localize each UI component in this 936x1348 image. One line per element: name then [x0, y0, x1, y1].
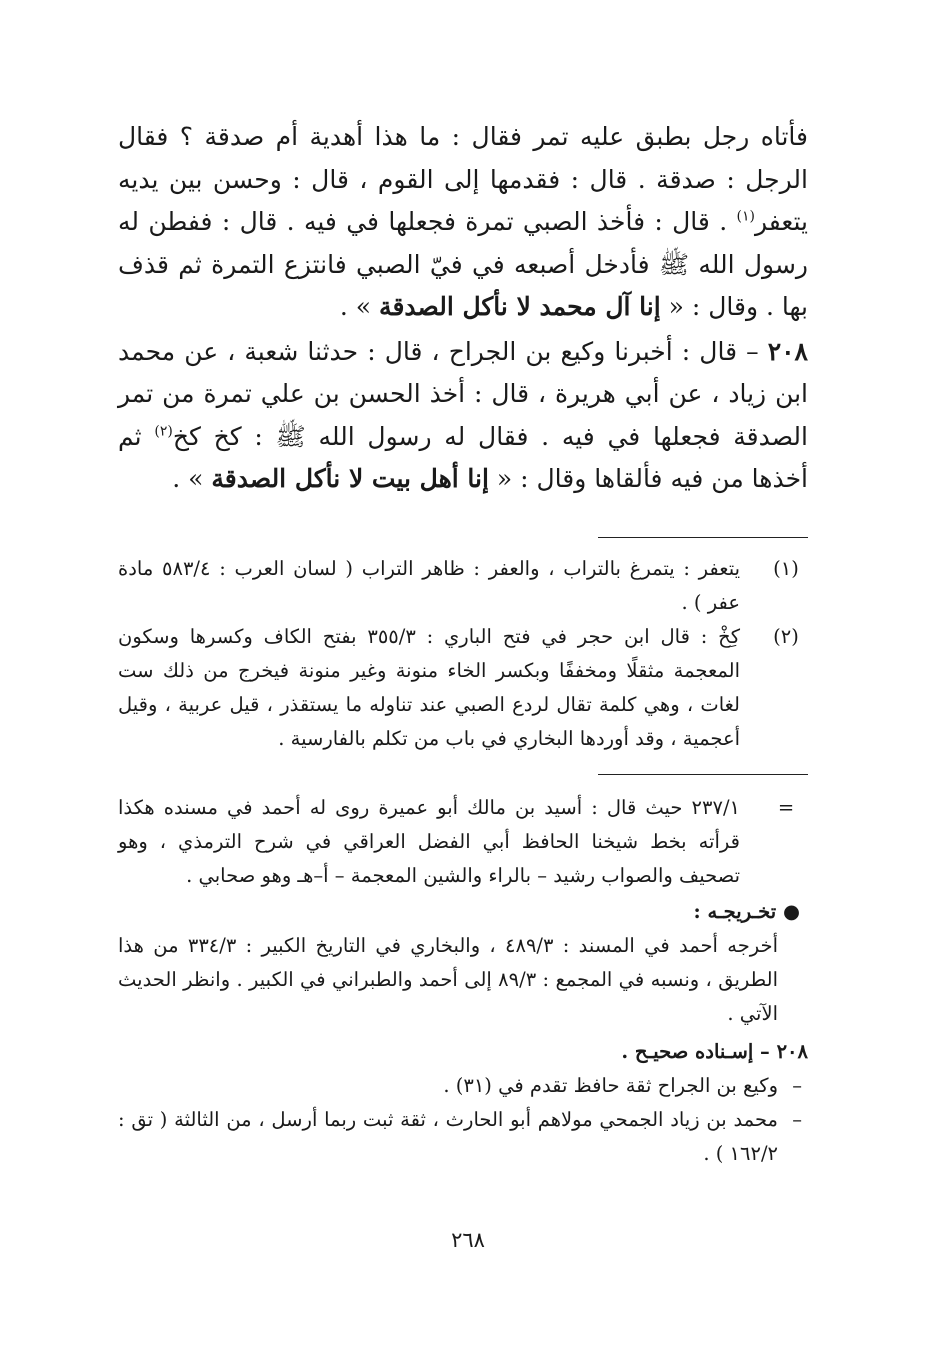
dash-marker: – [792, 1107, 802, 1131]
narrator-text: محمد بن زياد الجمحي مولاهم أبو الحارث ، ثقة ثبت ربما أرسل ، من الثالثة ( تق : ١٦٢/٢ ) . [118, 1107, 778, 1165]
takhrij-text: أخرجه أحمد في المسند : ٤٨٩/٣ ، والبخاري في التاريخ الكبير : ٣٣٤/٣ من هذا الطريق ، ونسبه في المجمع : ٨٩/٣ إلى أحمد والطبراني في الكبير . وانظر الحديث الآتي . [118, 933, 779, 1025]
page-body [118, 116, 808, 1171]
text-run: » . [172, 464, 212, 493]
hadith-paragraph-208 [118, 331, 808, 501]
footnote-divider [598, 537, 808, 538]
narrator-item [118, 1103, 808, 1171]
hadith-number: ٢٠٨ [767, 336, 808, 366]
text-run: فأتاه رجل بطبق عليه تمر فقال : ما هذا أهدية أم صدقة ؟ فقال الرجل : صدقة . قال : فقدمها إلى القوم ، قال : وحسن بين يديه يتعفر [118, 122, 808, 236]
prophetic-saying: إنا آل محمد لا نأكل الصدقة [379, 292, 661, 321]
footnote-1 [118, 552, 808, 620]
text-run: – قال : أخبرنا وكيع بن الجراح ، قال : حدثنا شعبة ، عن محمد ابن زياد ، عن أبي هريرة ، قال : أخذ الحسن بن علي تمرة من تمر الصدقة فجعلها في فيه . فقال له رسول الله ﷺ : كخ كخ [118, 336, 808, 451]
text-run: ثم أخذها من فيه فألقاها وقال : « [118, 421, 808, 493]
continuation-text: ٢٣٧/١ حيث قال : أسيد بن مالك أبو عميرة روى له أحمد في مسنده هكذا قرأته بخط شيخنا الحافظ أبي الفضل العراقي في شرح الترمذي ، وهو تصحيف والصواب رشيد – بالراء والشين المعجمة – أ–هـ وهو صحابي . [118, 795, 740, 887]
footnote-2 [118, 620, 808, 756]
commentary-divider [598, 774, 808, 775]
continuation-marker: = [777, 795, 795, 819]
footnote-ref-1: (١) [736, 208, 755, 225]
prophetic-saying: إنا أهل بيت لا نأكل الصدقة [211, 464, 489, 493]
footnotes [118, 552, 808, 756]
hadith-paragraph-207-end [118, 116, 808, 329]
takhrij-heading: ● تخـريجـه : [693, 899, 800, 923]
narrator-text: وكيع بن الجراح ثقة حافظ تقدم في (٣١) . [443, 1073, 778, 1097]
commentary [118, 791, 808, 1171]
dash-marker: – [792, 1073, 802, 1097]
footnote-text: يتعفر : يتمرغ بالتراب ، والعفر : ظاهر التراب ( لسان العرب : ٥٨٣/٤ مادة عفر ) . [118, 556, 740, 614]
page-number: ٢٦٨ [451, 1228, 485, 1252]
text-run: » . [339, 292, 380, 321]
footnote-text: كِخْ : قال ابن حجر في فتح الباري : ٣٥٥/٣ بفتح الكاف وكسرها وسكون المعجمة مثقلًا ومخففًا وبكسر الخاء منونة وغير منونة فيخرج من ذلك ست لغات ، وهي كلمة تقال لردع الصبي عند تناوله ما يستقذر ، قيل عربية ، وقيل أعجمية ، وقد أوردها البخاري في باب من تكلم بالفارسية . [118, 624, 740, 750]
narrator-item [118, 1069, 808, 1103]
isnad-heading: ٢٠٨ – إسـناده صحيـح . [621, 1039, 808, 1063]
footnote-marker: (٢) [773, 624, 799, 648]
commentary-continuation [118, 791, 808, 893]
main-text [118, 116, 808, 501]
footnote-ref-2: (٢) [154, 423, 173, 440]
text-run: . قال : فأخذ الصبي تمرة فجعلها في فيه . قال : ففطن له رسول الله ﷺ فأدخل أصبعه في فيّ الصبي فانتزع التمرة ثم قذف بها . وقال : « [118, 207, 808, 321]
footnote-marker: (١) [773, 556, 799, 580]
